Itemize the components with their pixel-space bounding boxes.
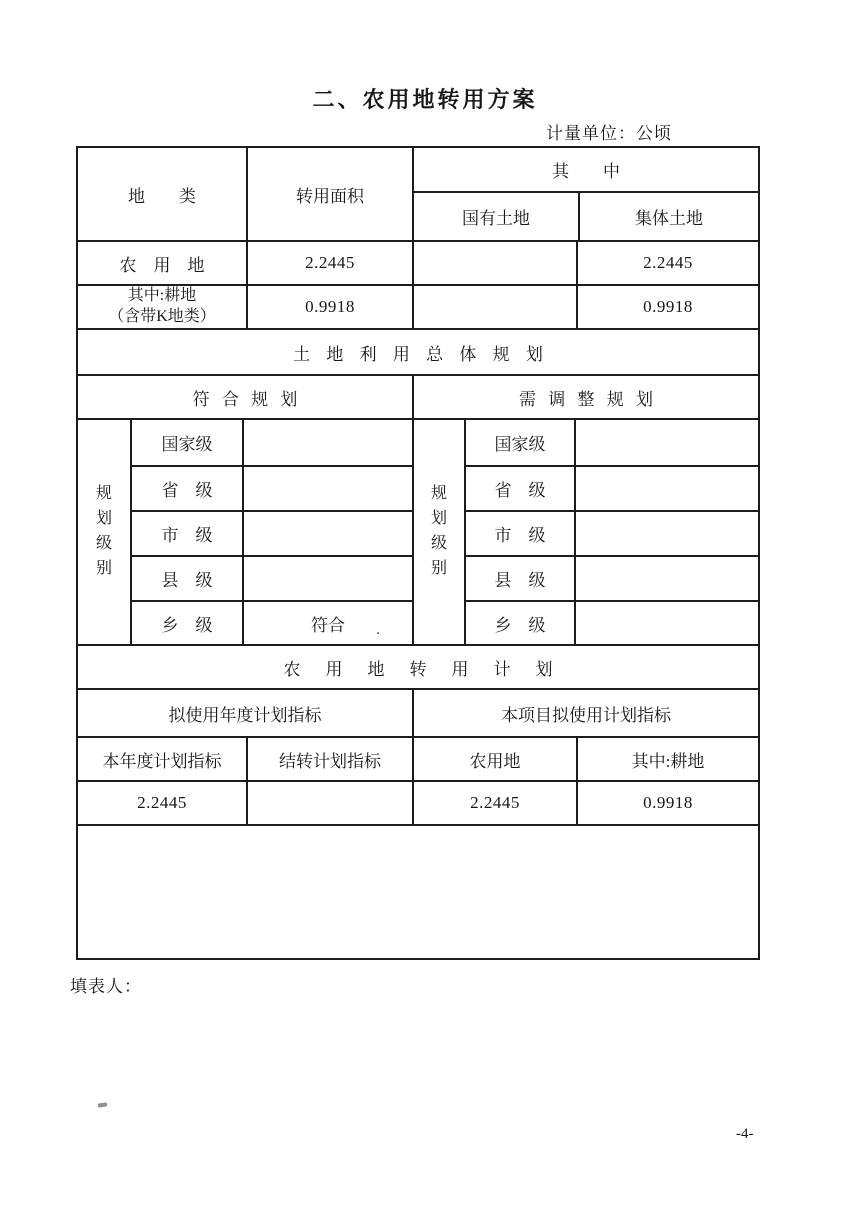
adjust-value-county (574, 557, 758, 600)
level-label-county: 县 级 (130, 557, 242, 600)
header-of-which-group (412, 148, 758, 240)
scan-artifact-dot: . (376, 622, 380, 638)
adjust-level-group-label: 规划级别 (430, 485, 447, 577)
adjust-row-county (464, 555, 758, 600)
comply-row-city (130, 510, 412, 555)
cultivated-label-line2: （含带K地类） (108, 308, 216, 325)
cultivated-label-line1: 其中:耕地 (127, 287, 197, 305)
level-label-city: 市 级 (130, 512, 242, 555)
quota-col-carryover: 结转计划指标 (246, 738, 412, 780)
comply-plan-header: 符 合 规 划 (192, 389, 302, 409)
row-farmland-label: 农 用 地 (119, 255, 205, 275)
farmland-collective-value: 2.2445 (576, 242, 758, 284)
conversion-plan-section-header: 农 用 地 转 用 计 划 (283, 659, 557, 679)
comply-row-province (130, 465, 412, 510)
level-label-township: 乡 级 (464, 602, 574, 644)
project-quota-header: 本项目拟使用计划指标 (412, 690, 758, 736)
adjust-value-province (574, 467, 758, 510)
level-label-national: 国家级 (130, 420, 242, 465)
table-row (78, 284, 758, 328)
adjust-level-block (412, 420, 758, 644)
page-title: 二、农用地转用方案 (312, 87, 538, 112)
adjust-row-national (464, 420, 758, 465)
level-label-province: 省 级 (464, 467, 574, 510)
quota-col-farmland: 农用地 (412, 738, 576, 780)
row-cultivated-label (78, 286, 246, 328)
comply-value-province (242, 467, 412, 510)
cultivated-conversion-area-value: 0.9918 (246, 286, 412, 328)
quota-farmland-value: 2.2445 (412, 782, 576, 824)
level-label-county: 县 级 (464, 557, 574, 600)
quota-cultivated-value: 0.9918 (576, 782, 758, 824)
header-collective-land: 集体土地 (578, 193, 758, 240)
header-land-type: 地 类 (128, 186, 196, 206)
level-label-province: 省 级 (130, 467, 242, 510)
table-row (78, 240, 758, 284)
comply-value-township: 符合 . (242, 602, 412, 644)
comply-level-block (78, 420, 412, 644)
quota-col-cultivated: 其中:耕地 (576, 738, 758, 780)
table-header-row (78, 148, 758, 240)
comply-value-national (242, 420, 412, 465)
plan-level-grid (78, 418, 758, 644)
quota-col-current-year: 本年度计划指标 (102, 751, 222, 771)
level-label-township: 乡 级 (130, 602, 242, 644)
header-of-which: 其 中 (414, 148, 758, 193)
comply-value-county (242, 557, 412, 600)
page-number: -4- (736, 1126, 754, 1142)
scan-artifact-speck (98, 1102, 107, 1107)
comply-level-group-label: 规划级别 (95, 485, 112, 577)
land-conversion-table (76, 146, 760, 960)
level-label-national: 国家级 (464, 420, 574, 465)
empty-remarks-cell (78, 824, 758, 958)
farmland-conversion-area-value: 2.2445 (246, 242, 412, 284)
quota-carryover-value (246, 782, 412, 824)
level-label-city: 市 级 (464, 512, 574, 555)
farmland-state-owned-value (412, 242, 576, 284)
adjust-plan-header: 需 调 整 规 划 (412, 376, 758, 418)
comply-row-national (130, 420, 412, 465)
comply-row-township (130, 600, 412, 644)
cultivated-collective-value: 0.9918 (576, 286, 758, 328)
unit-label: 计量单位：公顷 (546, 124, 672, 143)
annual-quota-header: 拟使用年度计划指标 (168, 705, 322, 725)
header-conversion-area: 转用面积 (246, 148, 412, 240)
adjust-row-city (464, 510, 758, 555)
adjust-value-city (574, 512, 758, 555)
header-state-owned-land: 国有土地 (462, 209, 530, 228)
quota-current-year-value: 2.2445 (137, 793, 187, 812)
adjust-row-township (464, 600, 758, 644)
adjust-value-national (574, 420, 758, 465)
cultivated-state-owned-value (412, 286, 576, 328)
adjust-value-township (574, 602, 758, 644)
overall-plan-section-header: 土 地 利 用 总 体 规 划 (293, 344, 549, 364)
quota-values-row (78, 780, 758, 824)
preparer-label: 填表人： (70, 977, 142, 996)
comply-row-county (130, 555, 412, 600)
comply-value-city (242, 512, 412, 555)
adjust-row-province (464, 465, 758, 510)
